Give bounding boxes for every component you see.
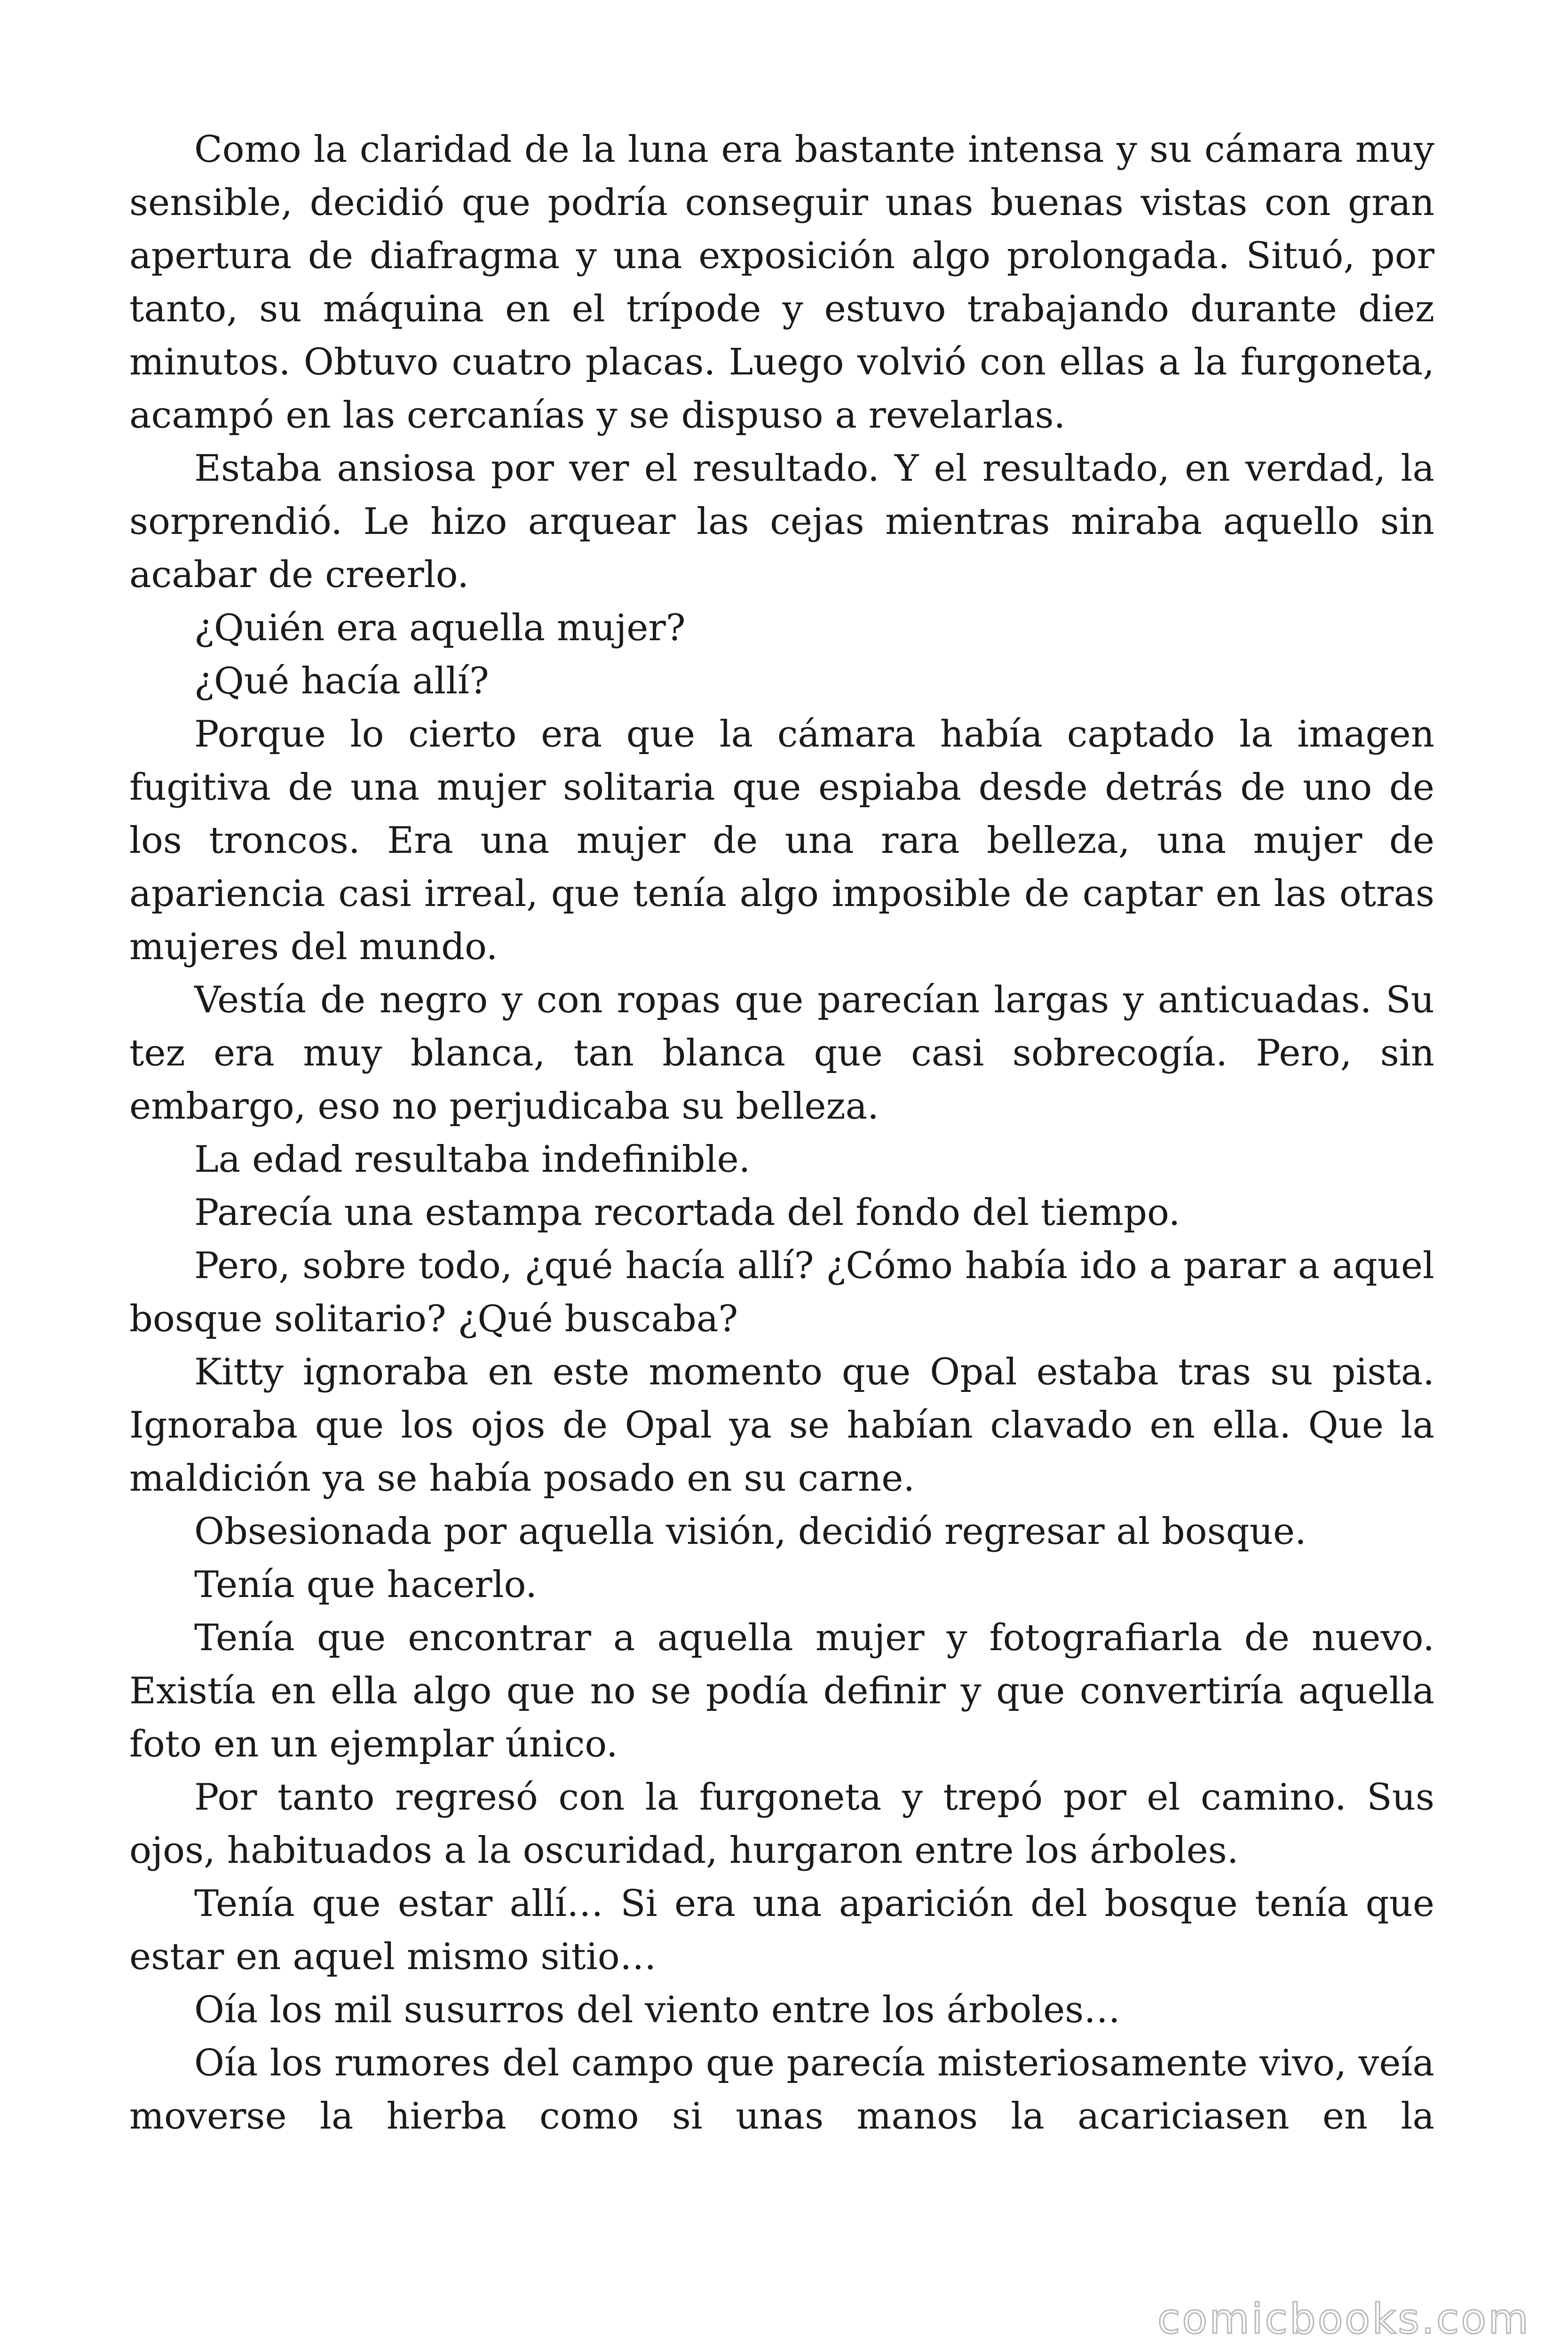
paragraph: Tenía que encontrar a aquella mujer y fotografiarla de nuevo. Existía en ella algo que no se podía definir y que convertiría aquella foto en un ejemplar único. bbox=[129, 1617, 1434, 1765]
paragraph: Parecía una estampa recortada del fondo del tiempo. bbox=[194, 1192, 1180, 1234]
paragraph: Kitty ignoraba en este momento que Opal estaba tras su pista. Ignoraba que los ojos de Opal ya se habían clavado en ella. Que la maldición ya se había posado en su carne. bbox=[129, 1351, 1434, 1500]
paragraph: ¿Qué hacía allí? bbox=[194, 660, 489, 702]
paragraph: Estaba ansiosa por ver el resultado. Y el resultado, en verdad, la sorprendió. Le hizo arquear las cejas mientras miraba aquello sin acabar de creerlo. bbox=[129, 447, 1434, 596]
paragraph: Como la claridad de la luna era bastante intensa y su cámara muy sensible, decidió que podría conseguir unas buenas vistas con gran apertura de diafragma y una exposición algo prolongada. Situó, por tanto, su máquina en el trípode y estuvo trabajando durante diez minutos. Obtuvo cuatro placas. Luego volvió con ellas a la furgoneta, acampó en las cercanías y se dispuso a revelarlas. bbox=[129, 128, 1434, 437]
watermark: comicbooks.com bbox=[1157, 2295, 1530, 2343]
body-text bbox=[129, 123, 1434, 2143]
paragraph: Oía los rumores del campo que parecía misteriosamente vivo, veía moverse la hierba como si unas manos la acariciasen en la bbox=[129, 2042, 1434, 2137]
paragraph: Tenía que estar allí… Si era una aparición del bosque tenía que estar en aquel mismo sitio… bbox=[129, 1883, 1434, 1978]
paragraph: ¿Quién era aquella mujer? bbox=[194, 607, 686, 649]
paragraph: Obsesionada por aquella visión, decidió regresar al bosque. bbox=[194, 1510, 1307, 1553]
paragraph: Oía los mil susurros del viento entre los árboles… bbox=[194, 1989, 1121, 2031]
paragraph: Tenía que hacerlo. bbox=[194, 1564, 537, 1606]
paragraph: La edad resultaba indefinible. bbox=[194, 1138, 751, 1181]
paragraph: Vestía de negro y con ropas que parecían largas y anticuadas. Su tez era muy blanca, tan blanca que casi sobrecogía. Pero, sin embargo, eso no perjudicaba su belleza. bbox=[129, 979, 1434, 1128]
paragraph: Por tanto regresó con la furgoneta y trepó por el camino. Sus ojos, habituados a la oscuridad, hurgaron entre los árboles. bbox=[129, 1776, 1434, 1872]
paragraph: Porque lo cierto era que la cámara había captado la imagen fugitiva de una mujer solitaria que espiaba desde detrás de uno de los troncos. Era una mujer de una rara belleza, una mujer de apariencia casi irreal, que tenía algo imposible de captar en las otras mujeres del mundo. bbox=[129, 713, 1434, 968]
paragraph: Pero, sobre todo, ¿qué hacía allí? ¿Cómo había ido a parar a aquel bosque solitario? ¿Qué buscaba? bbox=[129, 1245, 1434, 1340]
